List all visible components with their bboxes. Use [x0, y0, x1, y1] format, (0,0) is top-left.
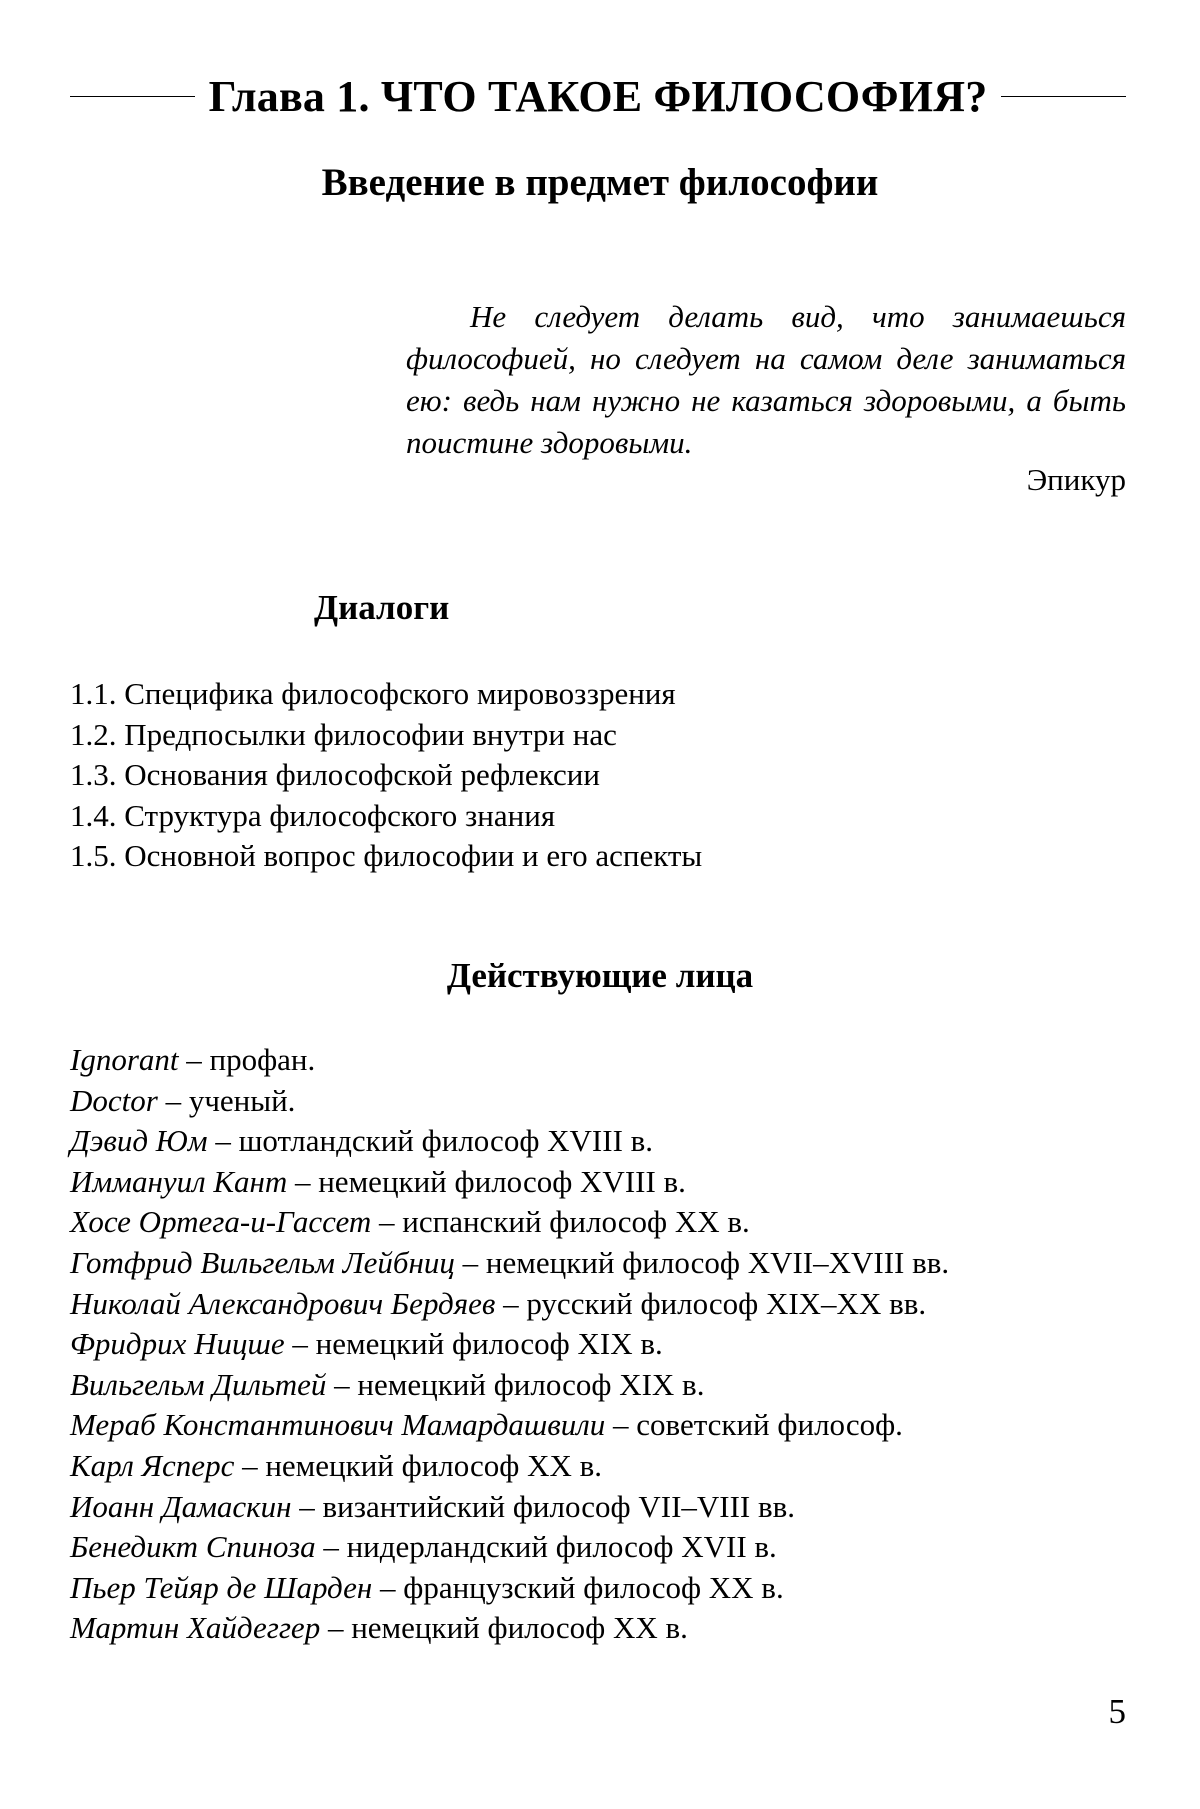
dialog-item: 1.2. Предпосылки философии внутри нас: [70, 716, 617, 752]
person-description: – шотландский философ XVIII в.: [207, 1123, 654, 1159]
person-description: – французский философ XX в.: [372, 1569, 784, 1605]
person-description: – немецкий философ XIX в.: [284, 1326, 663, 1362]
person-name: Пьер Тейяр де Шарден: [70, 1569, 373, 1605]
person-entry: [70, 1284, 949, 1325]
person-description: – немецкий философ XX в.: [234, 1447, 603, 1483]
person-name: Готфрид Вильгельм Лейбниц: [70, 1244, 455, 1280]
person-entry: [70, 1568, 949, 1609]
person-name: Хосе Ортега-и-Гассет: [70, 1204, 372, 1240]
person-entry: [70, 1324, 949, 1365]
person-entry: [70, 1608, 949, 1649]
person-description: – ученый.: [157, 1082, 296, 1118]
person-description: – немецкий философ XX в.: [320, 1610, 688, 1646]
heading-rule-right: [1001, 96, 1126, 97]
person-name: Doctor: [70, 1082, 158, 1118]
dialogs-title: Диалоги: [314, 588, 450, 627]
person-entry: [70, 1446, 949, 1487]
person-entry: [70, 1081, 949, 1122]
epigraph-author: Эпикур: [1026, 462, 1126, 497]
person-description: – русский философ XIX–XX вв.: [495, 1285, 927, 1321]
person-description: – испанский философ XX в.: [371, 1204, 750, 1240]
person-description: – профан.: [178, 1042, 316, 1077]
person-entry: [70, 1121, 949, 1162]
dialog-item: 1.5. Основной вопрос философии и его аспекты: [70, 838, 703, 873]
dialog-item: 1.4. Структура философского знания: [70, 797, 556, 833]
person-name: Мераб Константинович Мамардашвили: [70, 1407, 606, 1443]
person-entry: [70, 1487, 949, 1528]
person-entry: [70, 1040, 949, 1081]
person-name: Ignorant: [70, 1042, 179, 1077]
page-number: 5: [1108, 1692, 1126, 1731]
person-name: Карл Ясперс: [70, 1447, 235, 1483]
person-description: – немецкий философ XIX в.: [326, 1366, 705, 1402]
person-entry: [70, 1162, 949, 1203]
person-name: Иммануил Кант: [70, 1163, 288, 1199]
person-entry: [70, 1202, 949, 1243]
dialog-list: [70, 674, 702, 877]
heading-rule-left: [70, 96, 195, 97]
person-entry: [70, 1527, 949, 1568]
person-description: – немецкий философ XVIII в.: [287, 1163, 686, 1199]
person-entry: [70, 1365, 949, 1406]
dialog-item: 1.1. Специфика философского мировоззрения: [70, 676, 676, 711]
person-entry: [70, 1405, 949, 1446]
person-name: Мартин Хайдеггер: [70, 1610, 321, 1646]
person-name: Иоанн Дамаскин: [70, 1488, 292, 1524]
dialog-item: 1.3. Основания философской рефлексии: [70, 757, 600, 792]
person-name: Бенедикт Спиноза: [70, 1529, 316, 1565]
person-name: Николай Александрович Бердяев: [70, 1285, 496, 1321]
person-description: – советский философ.: [605, 1407, 903, 1443]
persons-title: Действующие лица: [446, 956, 754, 995]
person-name: Вильгельм Дильтей: [70, 1366, 327, 1402]
person-description: – нидерландский философ XVII в.: [315, 1529, 777, 1565]
person-entry: [70, 1243, 949, 1284]
epigraph-text: Не следует делать вид, что занимаешься философией, но следует на самом деле заниматься ею: ведь нам нужно не казаться здоровыми, а быть поистине здоровыми.: [406, 299, 1126, 460]
person-name: Фридрих Ницше: [70, 1326, 285, 1362]
person-description: – византийский философ VII–VIII вв.: [291, 1488, 796, 1524]
chapter-title: Глава 1. ЧТО ТАКОЕ ФИЛОСОФИЯ?: [208, 71, 988, 121]
persons-list: [70, 1040, 949, 1649]
section-title: Введение в предмет философии: [321, 161, 879, 204]
person-name: Дэвид Юм: [70, 1123, 208, 1159]
chapter-heading: [70, 66, 1126, 126]
person-description: – немецкий философ XVII–XVIII вв.: [454, 1244, 950, 1280]
